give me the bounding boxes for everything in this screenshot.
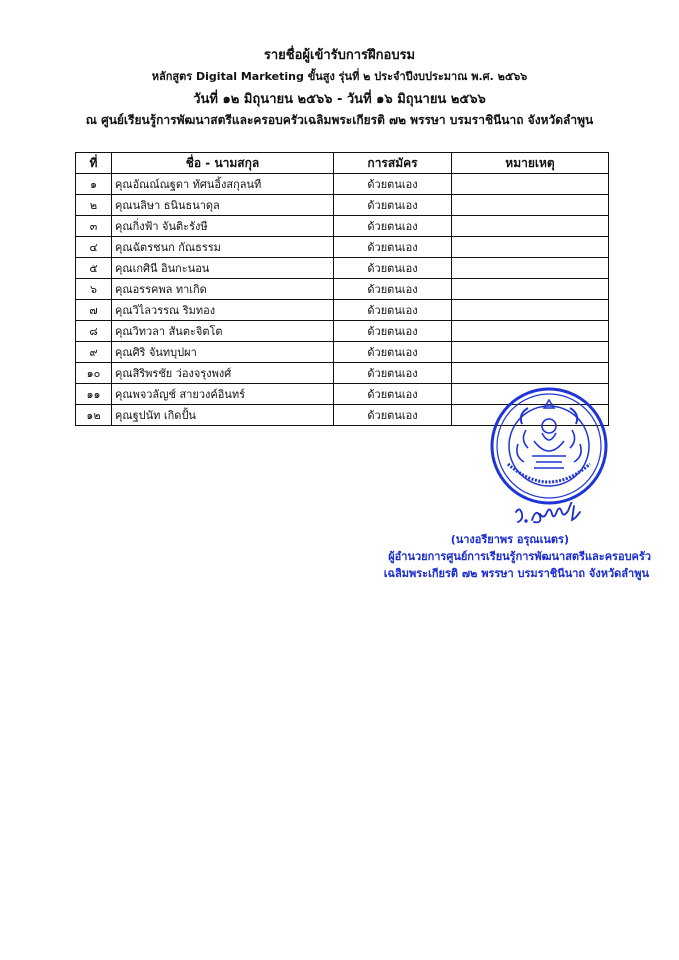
participant-name: คุณฉัตรชนก กัณธรรม [112,237,334,258]
row-number: ๑๐ [76,363,112,384]
remark-cell [452,363,609,384]
training-dates: วันที่ ๑๒ มิถุนายน ๒๕๖๖ - วันที่ ๑๖ มิถุนายน ๒๕๖๖ [193,92,486,107]
row-number: ๘ [76,321,112,342]
remark-cell [452,237,609,258]
registration-method: ด้วยตนเอง [334,342,452,363]
venue: ณ ศูนย์เรียนรู้การพัฒนาสตรีและครอบครัวเฉลิมพระเกียรติ ๗๒ พรรษา บรมราชินีนาถ จังหวัดลำพูน [85,113,594,127]
table-header-row [76,153,609,174]
signature-scribble [512,502,592,526]
table-row [76,216,609,237]
participant-name: คุณพจวลัญช์ สายวงค์อินทร์ [112,384,334,405]
official-seal-icon [488,386,610,506]
row-number: ๖ [76,279,112,300]
table-row [76,237,609,258]
participant-table [75,152,609,426]
registration-method: ด้วยตนเอง [334,321,452,342]
remark-cell [452,300,609,321]
registration-method: ด้วยตนเอง [334,300,452,321]
participant-name: คุณสิริพรชัย ว่องจรุงพงศ์ [112,363,334,384]
registration-method: ด้วยตนเอง [334,174,452,195]
remark-cell [452,258,609,279]
document-title: รายชื่อผู้เข้ารับการฝึกอบรม [263,48,416,63]
remark-cell [452,321,609,342]
participant-name: คุณกิ่งฟ้า จันติะรังษี [112,216,334,237]
participant-name: คุณฐปนัท เกิดปั้น [112,405,334,426]
table-row [76,300,609,321]
participant-name: คุณอรรคพล ทาเกิด [112,279,334,300]
course-name: หลักสูตร Digital Marketing ขั้นสูง รุ่นที่ ๒ ประจำปีงบประมาณ พ.ศ. ๒๕๖๖ [151,70,528,83]
row-number: ๒ [76,195,112,216]
participant-name: คุณอัณณ์ณฐดา ทัศนอิ้งสกุลนที [112,174,334,195]
table-row [76,174,609,195]
table-row [76,321,609,342]
signer-position-line2: เฉลิมพระเกียรติ ๗๒ พรรษา บรมราชินีนาถ จังหวัดลำพูน [383,567,649,580]
column-header-name: ชื่อ - นามสกุล [112,153,334,174]
column-header-remark: หมายเหตุ [452,153,609,174]
table-row [76,363,609,384]
participant-name: คุณวิไลวรรณ ริมทอง [112,300,334,321]
row-number: ๑ [76,174,112,195]
registration-method: ด้วยตนเอง [334,279,452,300]
table-row [76,258,609,279]
registration-method: ด้วยตนเอง [334,216,452,237]
remark-cell [452,174,609,195]
row-number: ๑๑ [76,384,112,405]
table-row [76,195,609,216]
column-header-no: ที่ [76,153,112,174]
participant-name: คุณนลิษา ธนินธนาดุล [112,195,334,216]
participant-name: คุณศิริ จันทบุปผา [112,342,334,363]
remark-cell [452,342,609,363]
row-number: ๙ [76,342,112,363]
signer-name: (นางอรียาพร อรุณเนตร) [450,533,569,546]
row-number: ๔ [76,237,112,258]
remark-cell [452,195,609,216]
row-number: ๑๒ [76,405,112,426]
registration-method: ด้วยตนเอง [334,258,452,279]
row-number: ๓ [76,216,112,237]
remark-cell [452,279,609,300]
registration-method: ด้วยตนเอง [334,405,452,426]
remark-cell [452,216,609,237]
participant-name: คุณวิทวลา สันตะจิตโต [112,321,334,342]
row-number: ๕ [76,258,112,279]
row-number: ๗ [76,300,112,321]
participant-name: คุณเกศินี อินกะนอน [112,258,334,279]
registration-method: ด้วยตนเอง [334,237,452,258]
registration-method: ด้วยตนเอง [334,195,452,216]
table-row [76,279,609,300]
column-header-registration: การสมัคร [334,153,452,174]
signer-position-line1: ผู้อำนวยการศูนย์การเรียนรู้การพัฒนาสตรีและครอบครัว [388,550,651,563]
registration-method: ด้วยตนเอง [334,363,452,384]
table-row [76,342,609,363]
registration-method: ด้วยตนเอง [334,384,452,405]
